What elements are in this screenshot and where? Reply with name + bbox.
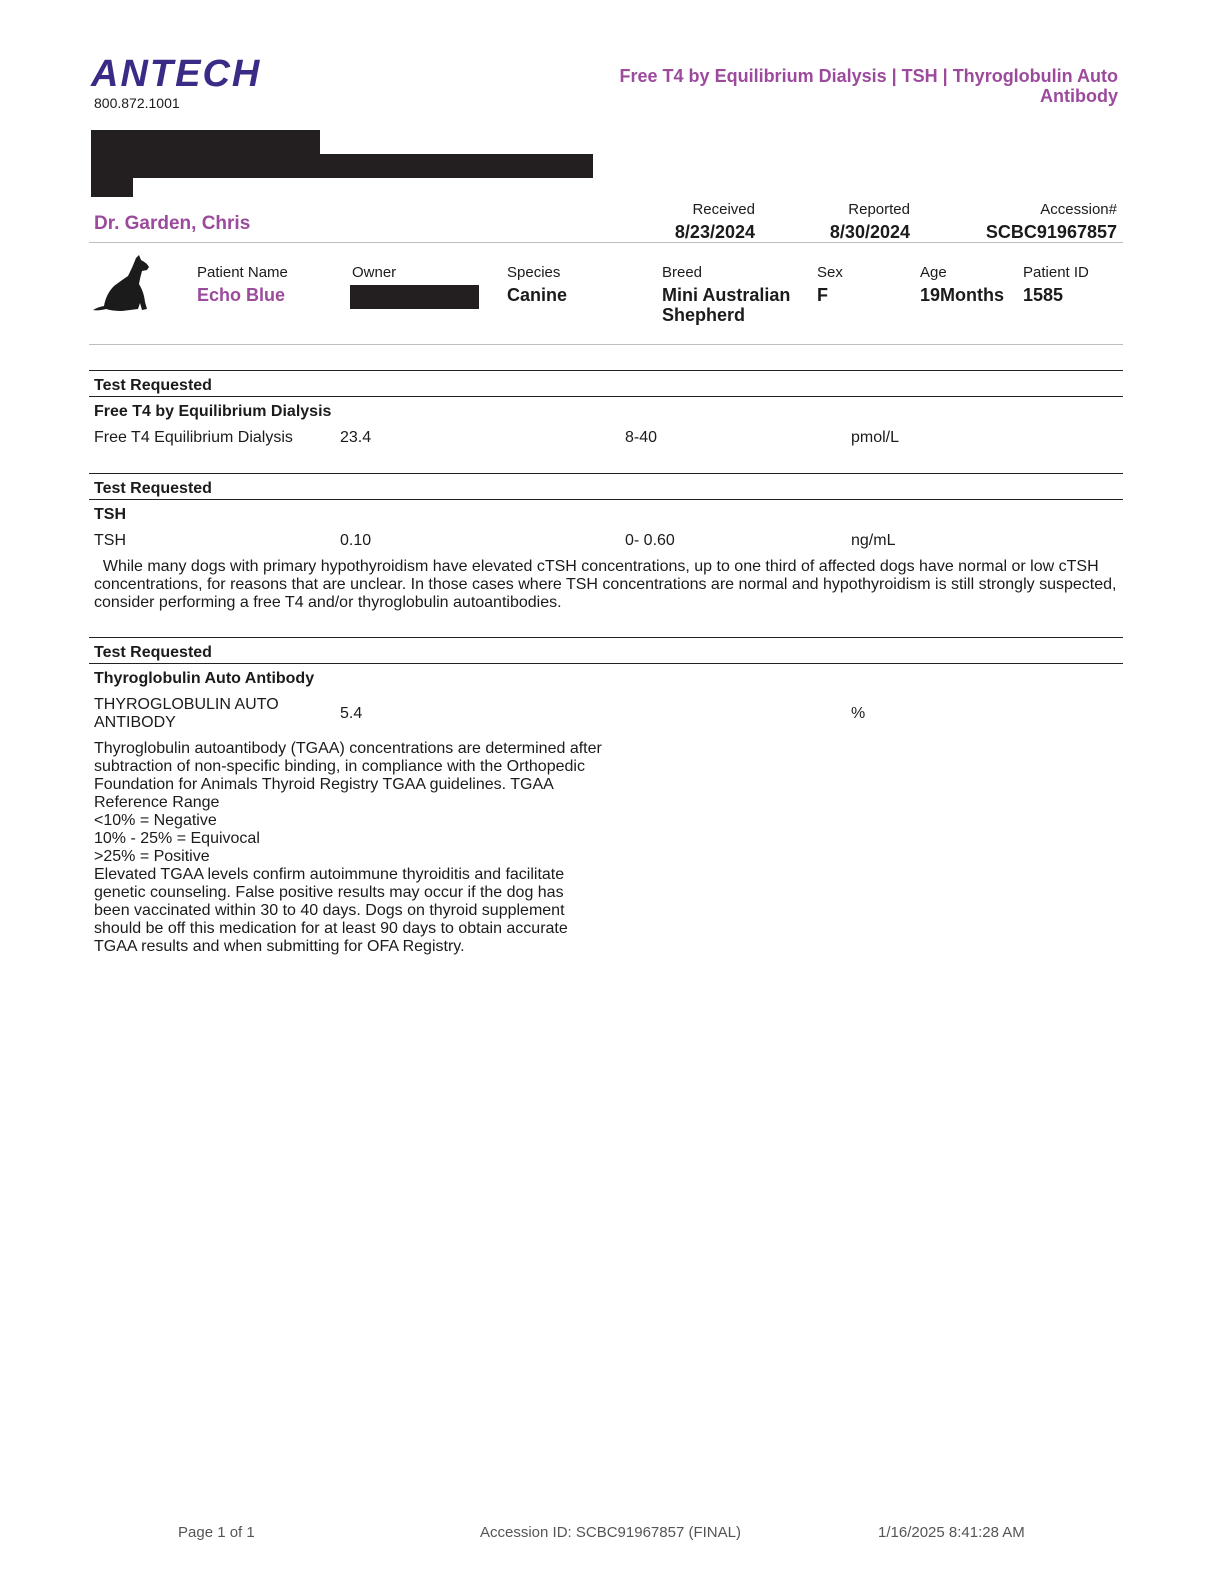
redacted-address-block [91, 130, 320, 178]
redacted-address-line [320, 154, 593, 178]
species-label: Species [507, 264, 561, 281]
note-line: Reference Range [94, 794, 220, 811]
section-rule [89, 663, 1123, 664]
patient-divider [89, 344, 1123, 345]
sex-label: Sex [817, 264, 843, 281]
age-value: 19Months [920, 285, 1005, 305]
note-line: TGAA results and when submitting for OFA Registry. [94, 938, 465, 955]
note-line: Thyroglobulin autoantibody (TGAA) concentrations are determined after [94, 740, 602, 757]
test-name-line: ANTIBODY [94, 714, 176, 731]
tgaa-interpretation-note [94, 740, 694, 956]
note-line: subtraction of non-specific binding, in compliance with the Orthopedic [94, 758, 585, 775]
test-range: 0- 0.60 [625, 532, 675, 549]
test-range: 8-40 [625, 429, 658, 446]
sex-value: F [817, 285, 828, 305]
age-label: Age [920, 264, 947, 281]
note-line: genetic counseling. False positive results may occur if the dog has [94, 884, 564, 901]
dog-icon [92, 254, 152, 314]
test-requested-label: Test Requested [94, 480, 212, 497]
note-line: >25% = Positive [94, 848, 210, 865]
note-line: <10% = Negative [94, 812, 217, 829]
test-title: TSH [94, 506, 126, 523]
patient-name-label: Patient Name [197, 264, 288, 281]
reported-label: Reported [848, 201, 910, 218]
redacted-address-tail [91, 178, 133, 197]
patient-id-label: Patient ID [1023, 264, 1089, 281]
test-result: 23.4 [340, 429, 372, 446]
patient-name: Echo Blue [197, 285, 286, 305]
phone-number: 800.872.1001 [94, 95, 180, 111]
report-title: Free T4 by Equilibrium Dialysis | TSH | Thyroglobulin Auto Antibody [619, 66, 1118, 106]
section-rule-top [89, 637, 1123, 638]
received-date: 8/23/2024 [674, 222, 755, 242]
test-name-line: THYROGLOBULIN AUTO [94, 696, 279, 713]
test-title: Free T4 by Equilibrium Dialysis [94, 403, 332, 420]
owner-label: Owner [352, 264, 397, 281]
test-result: 5.4 [340, 705, 363, 722]
test-unit: ng/mL [851, 532, 896, 549]
breed-value: Mini Australian Shepherd [662, 285, 791, 325]
section-rule [89, 396, 1123, 397]
reported-date: 8/30/2024 [829, 222, 910, 242]
test-name [94, 696, 279, 732]
test-result: 0.10 [340, 532, 372, 549]
note-line: been vaccinated within 30 to 40 days. Dogs on thyroid supplement [94, 902, 565, 919]
test-title: Thyroglobulin Auto Antibody [94, 670, 315, 687]
section-rule [89, 499, 1123, 500]
test-requested-label: Test Requested [94, 377, 212, 394]
owner-redacted [350, 285, 479, 309]
accession-label: Accession# [1040, 201, 1117, 218]
footer-timestamp: 1/16/2025 8:41:28 AM [878, 1524, 1025, 1541]
tsh-interpretation-note: While many dogs with primary hypothyroidism have elevated cTSH concentrations, up to one third of affected dogs have normal or low cTSH concentrations, for reasons that are unclear. In those cases where TSH concentrations are normal and hypothyroidism is still strongly suspected, consider performing a free T4 and/or thyroglobulin autoantibodies. [94, 558, 1121, 611]
footer-accession: Accession ID: SCBC91967857 (FINAL) [480, 1524, 741, 1541]
test-unit: pmol/L [851, 429, 900, 446]
doctor-name: Dr. Garden, Chris [94, 213, 251, 234]
received-label: Received [692, 201, 755, 218]
patient-id-value: 1585 [1023, 285, 1064, 305]
accession-number: SCBC91967857 [985, 222, 1117, 242]
section-rule-top [89, 370, 1123, 371]
page-number: Page 1 of 1 [178, 1524, 255, 1541]
species-value: Canine [507, 285, 568, 305]
section-rule-top [89, 473, 1123, 474]
test-unit: % [851, 705, 866, 722]
note-line: 10% - 25% = Equivocal [94, 830, 260, 847]
note-line: Elevated TGAA levels confirm autoimmune thyroiditis and facilitate [94, 866, 565, 883]
note-line: should be off this medication for at least 90 days to obtain accurate [94, 920, 568, 937]
test-name: TSH [94, 532, 126, 549]
breed-label: Breed [662, 264, 703, 281]
header-divider [89, 242, 1123, 243]
note-line: Foundation for Animals Thyroid Registry TGAA guidelines. TGAA [94, 776, 554, 793]
test-name: Free T4 Equilibrium Dialysis [94, 429, 293, 446]
antech-logo: ANTECH [91, 53, 262, 95]
test-requested-label: Test Requested [94, 644, 212, 661]
